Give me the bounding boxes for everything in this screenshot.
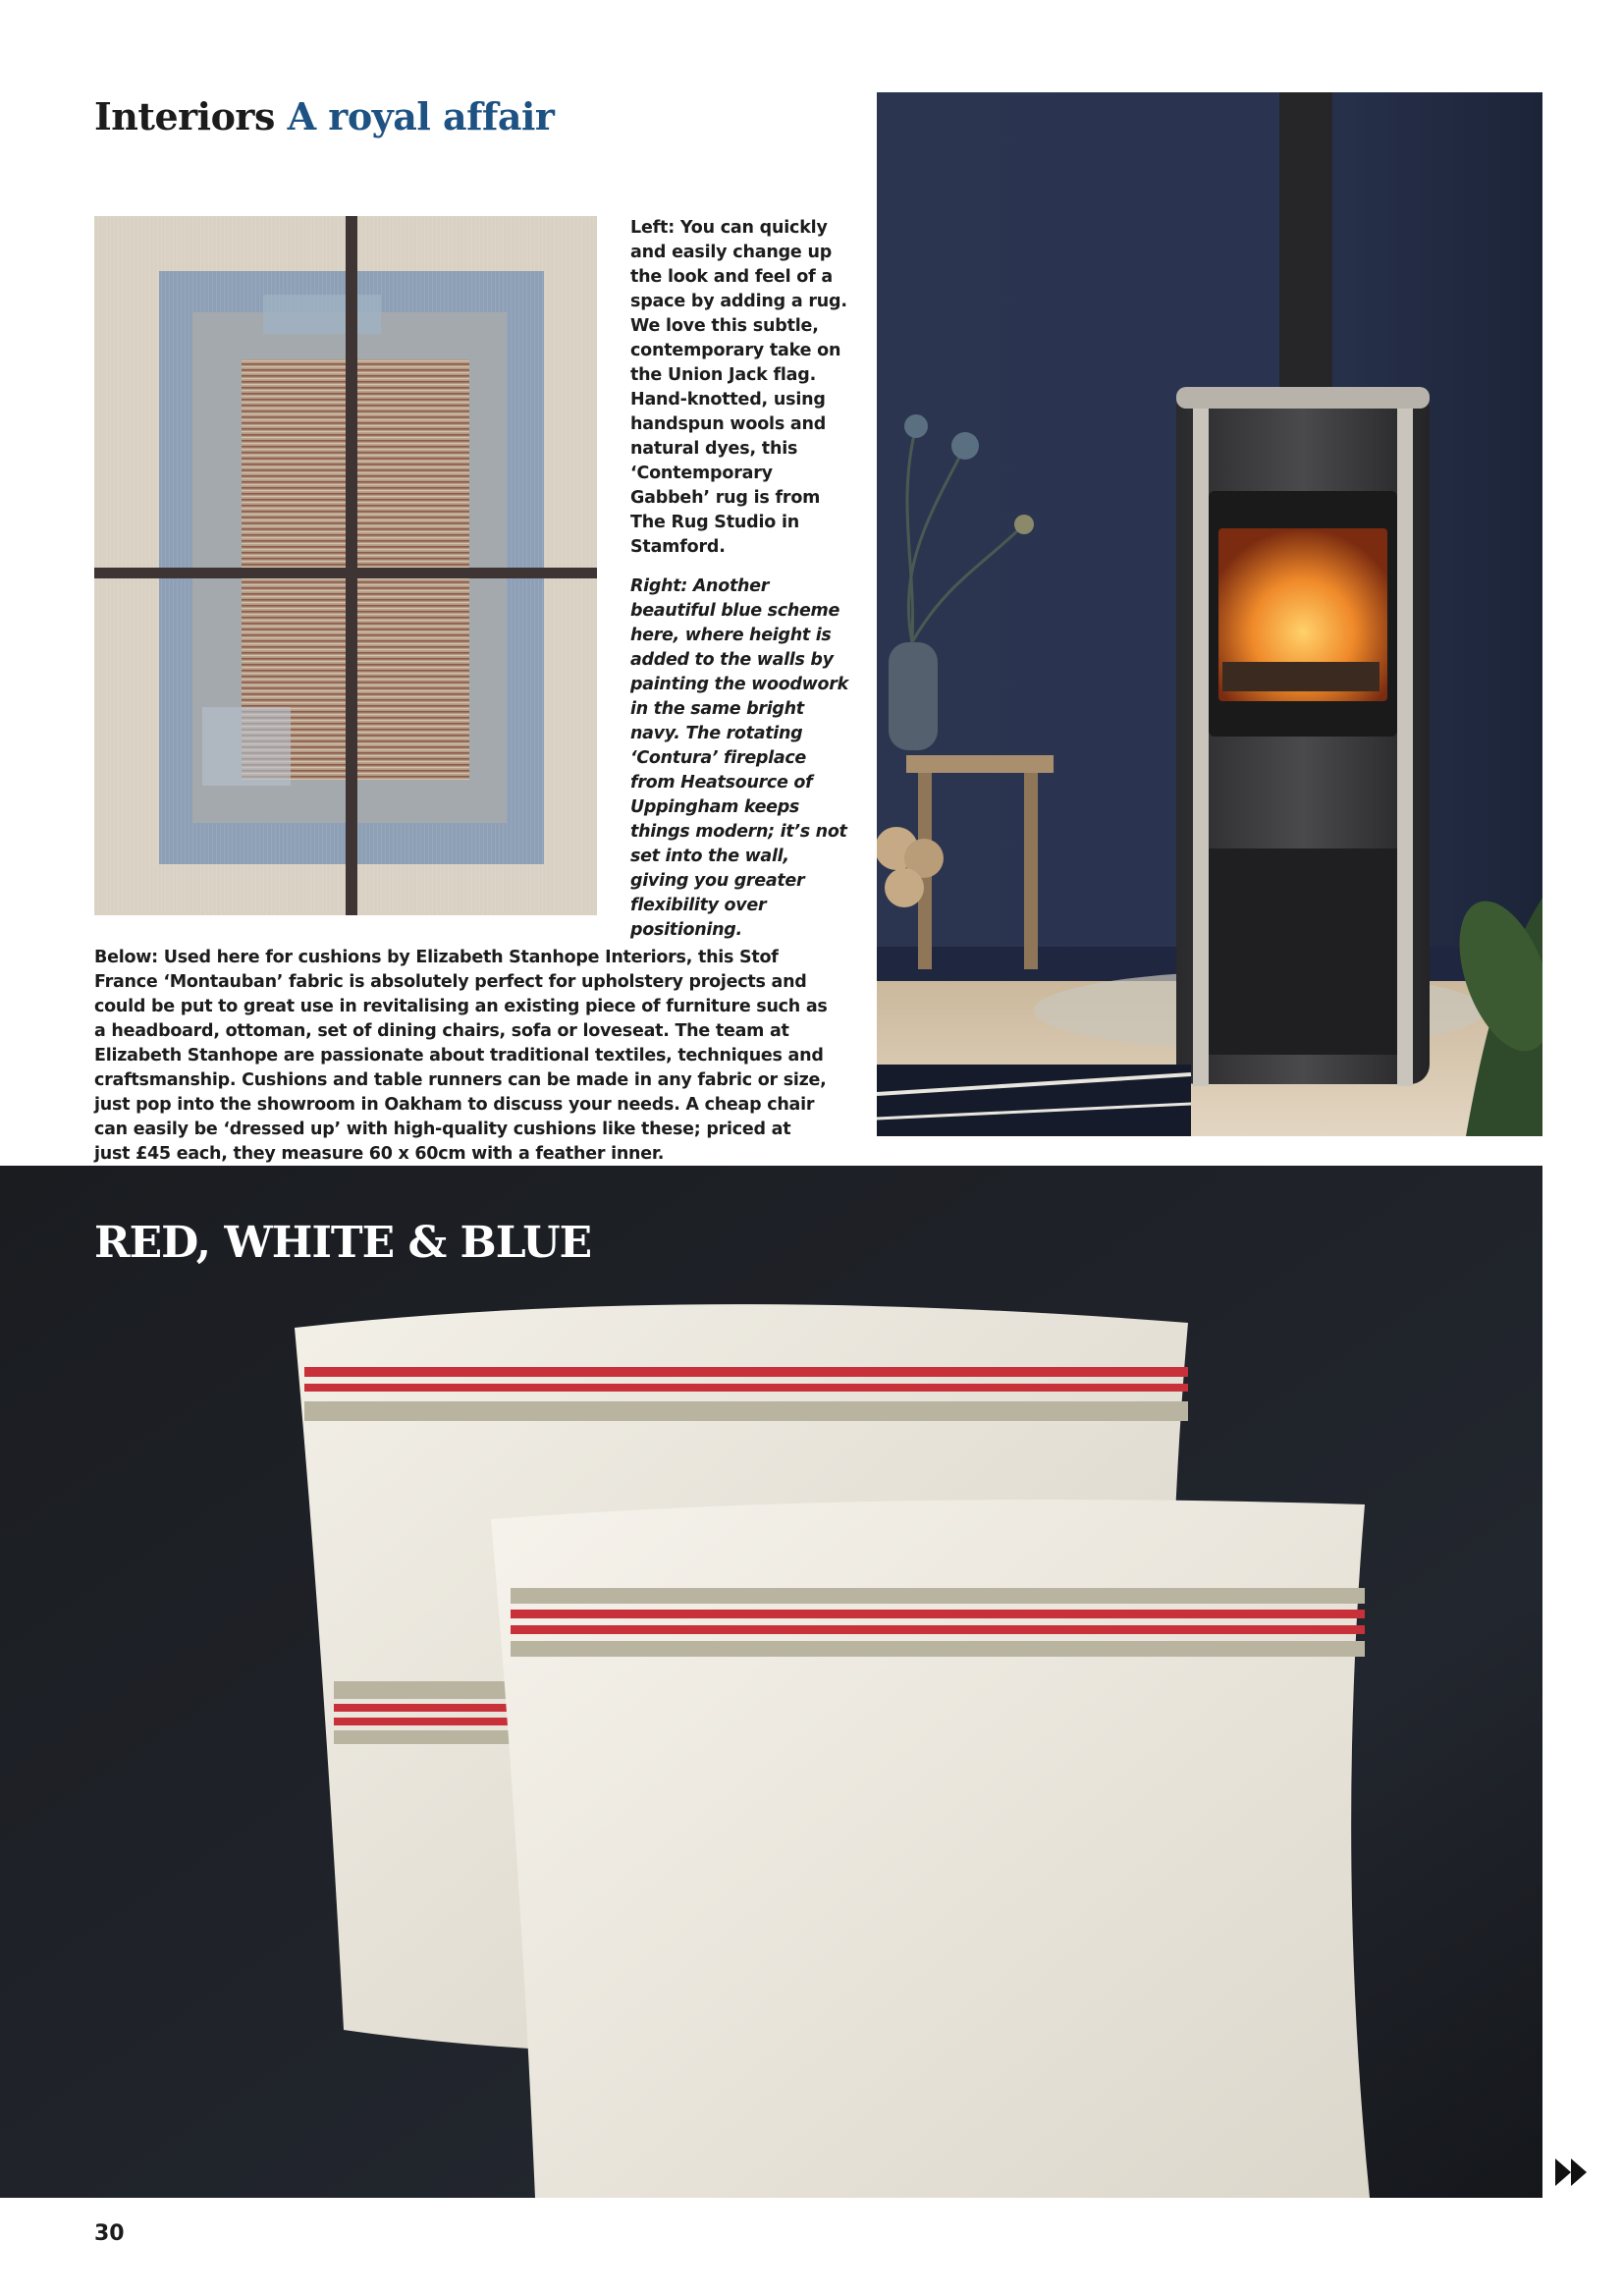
rug-caption — [630, 216, 848, 560]
cushions-photo — [0, 1166, 1542, 2198]
elizabeth-stanhope-link: Elizabeth Stanhope Interiors — [415, 948, 686, 967]
article-title: A royal affair — [287, 94, 555, 138]
section-label: Interiors — [94, 94, 275, 138]
section-title: RED, WHITE & BLUE — [94, 1218, 592, 1268]
fireplace-caption — [630, 574, 848, 943]
cushion-caption-tail: , this Stof France ‘Montauban’ fabric is absolutely perfect for upholstery projects and could be put to great use in revitalising an existing piece of furniture such as a headboard, ottoman, set of dining chairs, sofa or loveseat. The team at Elizabeth Stanhope are passionate about traditional textiles, techniques and craftsmanship. Cushions and table runners can be made in any fabric or size, just pop into the showroom in Oakham to discuss your needs. A cheap chair can easily be ‘dressed up’ with high-quality cushions like these; priced at just £45 each, they measure 60 x 60cm with a feather inner. — [94, 948, 828, 1164]
rug-caption-text: Left: You can quickly and easily change up the look and feel of a space by adding a rug. We love this subtle, contemporary take on the Union Jack flag. Hand-knotted, using handspun wools and natural dyes, this ‘Contemporary Gabbeh’ rug is from — [630, 218, 847, 508]
fast-forward-icon[interactable] — [1555, 2159, 1589, 2186]
rug-photo — [94, 216, 597, 915]
fireplace-caption-tail: keeps things modern; it’s not set into the wall, giving you greater flexibility over positioning. — [630, 797, 847, 940]
page-header — [94, 94, 554, 138]
rug-caption-tail: in Stamford. — [630, 513, 800, 557]
rug-studio-link: The Rug Studio — [630, 513, 777, 532]
cushion-caption-text: Below: Used here for cushions by — [94, 948, 416, 967]
fireplace-photo — [877, 92, 1542, 1136]
fireplace-caption-text: Right: Another beautiful blue scheme here, where height is added to the walls by painting the woodwork in the same bright navy. The rotating ‘Contura’ fireplace from — [630, 576, 848, 793]
cushion-caption — [94, 946, 831, 1167]
page-number: 30 — [94, 2221, 125, 2246]
heatsource-link: Heatsource of Uppingham — [630, 773, 813, 817]
